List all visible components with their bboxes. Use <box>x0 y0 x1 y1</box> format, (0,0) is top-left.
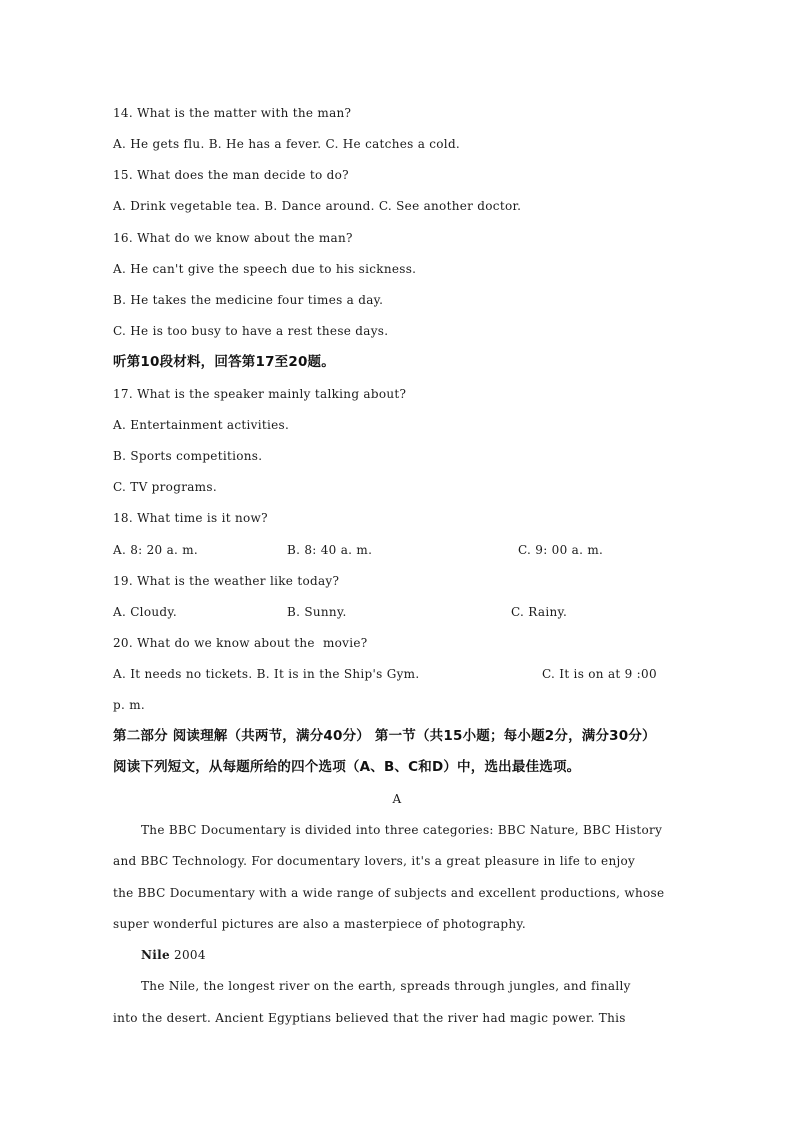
question-19-option-c: C. Rainy. <box>511 605 568 619</box>
subheading-title: Nile <box>141 948 170 962</box>
question-14: 14. What is the matter with the man? <box>113 106 352 120</box>
question-15-options: A. Drink vegetable tea. B. Dance around. C. See another doctor. <box>113 199 522 213</box>
part-2-instruction: 阅读下列短文，从每题所给的四个选项（A、B、C和D）中，选出最佳选项。 <box>113 759 581 775</box>
question-17-option-c: C. TV programs. <box>113 480 217 494</box>
question-19: 19. What is the weather like today? <box>113 574 340 588</box>
section-10-heading: 听第10段材料，回答第17至20题。 <box>113 354 335 370</box>
question-17-option-a: A. Entertainment activities. <box>113 418 290 432</box>
question-18: 18. What time is it now? <box>113 511 268 525</box>
question-17-option-b: B. Sports competitions. <box>113 449 263 463</box>
question-15: 15. What does the man decide to do? <box>113 168 349 182</box>
passage-paragraph-1-line-2: and BBC Technology. For documentary lovers, it's a great pleasure in life to enjoy <box>113 854 636 868</box>
question-14-options: A. He gets flu. B. He has a fever. C. He catches a cold. <box>113 137 461 151</box>
passage-paragraph-1-line-3: the BBC Documentary with a wide range of subjects and excellent productions, whose <box>113 886 665 900</box>
question-18-option-b: B. 8: 40 a. m. <box>287 543 373 557</box>
question-20-options-ab: A. It needs no tickets. B. It is in the Ship's Gym. <box>113 667 420 681</box>
question-16-option-c: C. He is too busy to have a rest these days. <box>113 324 389 338</box>
passage-paragraph-2-line-2: into the desert. Ancient Egyptians believed that the river had magic power. This <box>113 1011 626 1025</box>
question-16-option-a: A. He can't give the speech due to his sickness. <box>113 262 417 276</box>
subheading-year: 2004 <box>174 948 206 962</box>
passage-subheading <box>141 947 206 963</box>
question-20-option-c: C. It is on at 9 :00 <box>542 667 657 681</box>
passage-paragraph-2-line-1: The Nile, the longest river on the earth, spreads through jungles, and finally <box>141 979 631 993</box>
question-19-option-b: B. Sunny. <box>287 605 347 619</box>
question-20-option-c-continued: p. m. <box>113 698 146 712</box>
question-19-option-a: A. Cloudy. <box>113 605 177 619</box>
question-20: 20. What do we know about the movie? <box>113 636 368 650</box>
question-18-option-a: A. 8: 20 a. m. <box>113 543 199 557</box>
question-16-option-b: B. He takes the medicine four times a day. <box>113 293 384 307</box>
question-17: 17. What is the speaker mainly talking about? <box>113 387 407 401</box>
passage-label: A <box>392 792 402 806</box>
passage-paragraph-1-line-4: super wonderful pictures are also a masterpiece of photography. <box>113 917 527 931</box>
passage-paragraph-1-line-1: The BBC Documentary is divided into three categories: BBC Nature, BBC History <box>141 823 663 837</box>
part-2-heading: 第二部分 阅读理解（共两节，满分40分） 第一节（共15小题；每小题2分，满分30分） <box>113 728 656 744</box>
question-18-option-c: C. 9: 00 a. m. <box>518 543 604 557</box>
question-16: 16. What do we know about the man? <box>113 231 353 245</box>
